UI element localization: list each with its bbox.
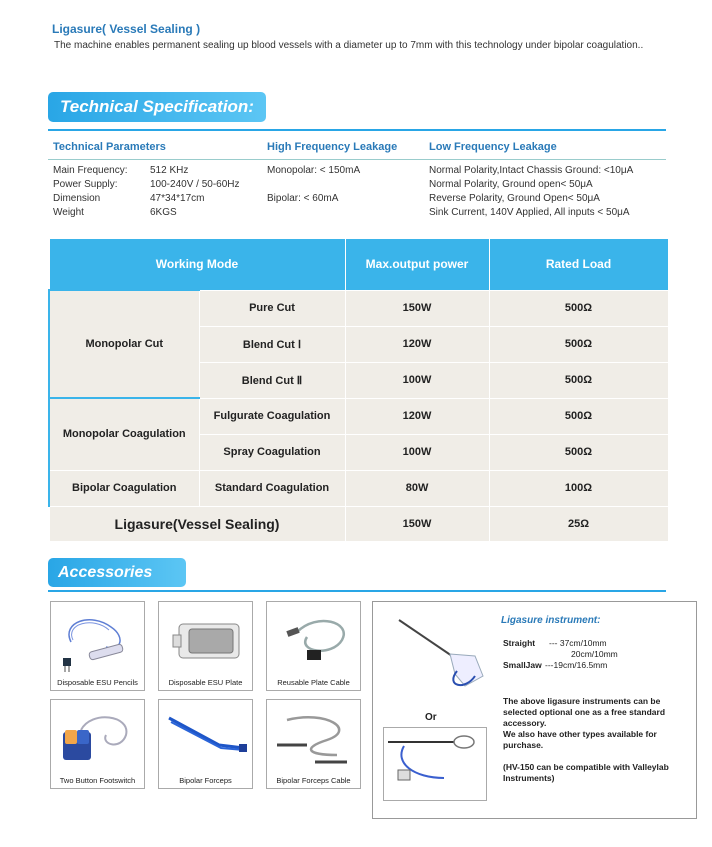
instrument-alt-frame bbox=[383, 727, 487, 801]
low-freq-list bbox=[429, 164, 633, 220]
straight-label: Straight bbox=[503, 638, 536, 648]
load-cell: 500Ω bbox=[489, 290, 668, 326]
or-label: Or bbox=[425, 712, 437, 723]
load-cell: 100Ω bbox=[489, 470, 668, 506]
load-cell: 500Ω bbox=[489, 362, 668, 398]
mode-cell: Blend Cut Ⅱ bbox=[199, 362, 345, 398]
group-bipolar-coagulation: Bipolar Coagulation bbox=[49, 470, 199, 506]
accessory-caption: Bipolar Forceps bbox=[179, 776, 232, 785]
power-cell: 100W bbox=[345, 362, 489, 398]
power-cell: 150W bbox=[345, 290, 489, 326]
accessory-forceps-cable bbox=[266, 699, 361, 789]
group-monopolar-coagulation: Monopolar Coagulation bbox=[49, 398, 199, 470]
power-cell: 120W bbox=[345, 398, 489, 434]
param-value: 100-240V / 50-60Hz bbox=[150, 179, 240, 190]
param-value: 47*34*17cm bbox=[150, 193, 205, 204]
intro-text: The machine enables permanent sealing up blood vessels with a diameter up to 7mm with this technology under bipolar coagulation.. bbox=[54, 40, 644, 51]
power-cell: 100W bbox=[345, 434, 489, 470]
low-freq-item: Normal Polarity, Ground open< 50μA bbox=[429, 179, 593, 190]
power-cell: 80W bbox=[345, 470, 489, 506]
accessory-plate-cable bbox=[266, 601, 361, 691]
param-label: Weight bbox=[53, 207, 84, 218]
plate-cable-icon bbox=[267, 602, 360, 677]
load-cell: 500Ω bbox=[489, 326, 668, 362]
intro-title: Ligasure( Vessel Sealing ) bbox=[52, 22, 201, 36]
param-value: 512 KHz bbox=[150, 165, 189, 176]
accessory-bipolar-forceps bbox=[158, 699, 253, 789]
table-header-row bbox=[49, 239, 668, 291]
param-label: Main Frequency: bbox=[53, 165, 128, 176]
accessory-caption: Two Button Footswitch bbox=[59, 776, 136, 785]
section-divider bbox=[48, 590, 666, 592]
table-row bbox=[49, 506, 668, 541]
header-max-power: Max.output power bbox=[345, 239, 489, 291]
table-row bbox=[49, 470, 668, 506]
straight-spec-2: 20cm/10mm bbox=[571, 649, 618, 659]
header-rated-load: Rated Load bbox=[489, 239, 668, 291]
tech-params-header: Technical Parameters bbox=[53, 141, 166, 153]
forceps-cable-icon bbox=[267, 700, 360, 775]
ligasure-instrument-panel bbox=[372, 601, 697, 819]
accessory-esu-pencil bbox=[50, 601, 145, 691]
param-value: 6KGS bbox=[150, 207, 177, 218]
header-working-mode: Working Mode bbox=[49, 239, 345, 291]
instrument-note-optional: The above ligasure instruments can be selected optional one as a free standard accessory. bbox=[503, 696, 666, 728]
mode-cell: Blend Cut Ⅰ bbox=[199, 326, 345, 362]
low-freq-item: Reverse Polarity, Ground Open< 50μA bbox=[429, 193, 600, 204]
mode-cell: Spray Coagulation bbox=[199, 434, 345, 470]
load-cell: 25Ω bbox=[489, 506, 668, 541]
instrument-note-compat: (HV-150 can be compatible with Valleylab Instruments) bbox=[503, 762, 669, 783]
instrument-note-purchase: We also have other types available for purchase. bbox=[503, 729, 657, 750]
group-ligasure: Ligasure(Vessel Sealing) bbox=[49, 506, 345, 541]
mode-cell: Pure Cut bbox=[199, 290, 345, 326]
low-freq-header: Low Frequency Leakage bbox=[429, 141, 557, 153]
accessory-footswitch bbox=[50, 699, 145, 789]
accessory-caption: Disposable ESU Pencils bbox=[57, 678, 138, 687]
bipolar-forceps-icon bbox=[159, 700, 252, 775]
table-row bbox=[49, 398, 668, 434]
param-values bbox=[150, 164, 240, 220]
straight-spec-1: --- 37cm/10mm bbox=[549, 638, 607, 648]
table-row bbox=[49, 290, 668, 326]
group-monopolar-cut: Monopolar Cut bbox=[49, 290, 199, 398]
smalljaw-spec: ---19cm/16.5mm bbox=[545, 660, 608, 670]
power-cell: 150W bbox=[345, 506, 489, 541]
mode-cell: Fulgurate Coagulation bbox=[199, 398, 345, 434]
low-freq-item: Normal Polarity,Intact Chassis Ground: <10μA bbox=[429, 165, 634, 176]
accessory-esu-plate bbox=[158, 601, 253, 691]
power-cell: 120W bbox=[345, 326, 489, 362]
high-freq-header: High Frequency Leakage bbox=[267, 141, 398, 153]
accessory-caption: Bipolar Forceps Cable bbox=[276, 776, 351, 785]
ligasure-instrument-icon bbox=[395, 616, 495, 691]
footswitch-icon bbox=[51, 700, 144, 775]
smalljaw-label: SmallJaw bbox=[503, 660, 542, 670]
ligasure-instrument-title: Ligasure instrument: bbox=[501, 615, 601, 626]
esu-pencil-icon bbox=[51, 602, 144, 677]
esu-plate-icon bbox=[159, 602, 252, 677]
accessory-caption: Disposable ESU Plate bbox=[168, 678, 243, 687]
high-freq-bipolar: Bipolar: < 60mA bbox=[267, 193, 339, 204]
accessory-caption: Reusable Plate Cable bbox=[277, 678, 350, 687]
spec-divider bbox=[48, 159, 666, 160]
mode-cell: Standard Coagulation bbox=[199, 470, 345, 506]
param-labels bbox=[53, 164, 127, 220]
accessories-heading: Accessories bbox=[48, 558, 186, 587]
load-cell: 500Ω bbox=[489, 398, 668, 434]
tech-spec-heading: Technical Specification: bbox=[48, 92, 266, 122]
param-label: Power Supply: bbox=[53, 179, 118, 190]
working-mode-table bbox=[48, 238, 669, 542]
low-freq-item: Sink Current, 140V Applied, All inputs < 50μA bbox=[429, 207, 630, 218]
param-label: Dimension bbox=[53, 193, 101, 204]
load-cell: 500Ω bbox=[489, 434, 668, 470]
high-freq-monopolar: Monopolar: < 150mA bbox=[267, 165, 361, 176]
ligasure-alt-icon bbox=[384, 728, 484, 798]
section-divider bbox=[48, 129, 666, 131]
